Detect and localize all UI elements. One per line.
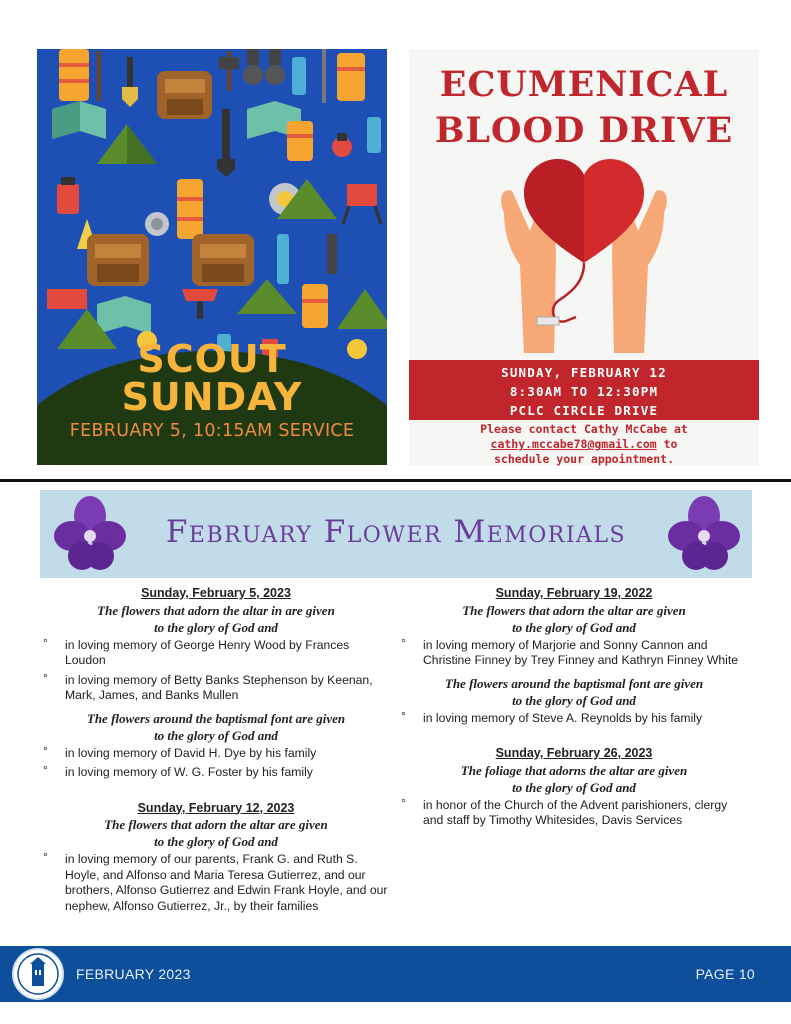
contact-line3: schedule your appointment. xyxy=(493,452,674,466)
footer-month: FEBRUARY 2023 xyxy=(76,966,191,982)
blood-drive-time: 8:30AM TO 12:30PM xyxy=(509,384,659,399)
list-item: ° in honor of the Church of the Advent parishioners, clergy and staff by Timothy Whitesides, Davis Services xyxy=(398,798,750,829)
section-date: Sunday, February 26, 2023 xyxy=(495,746,653,760)
memorial-list xyxy=(40,746,392,781)
scout-date: FEBRUARY 5, 10:15AM SERVICE xyxy=(69,421,355,441)
section-intro: The flowers that adorn the altar are given xyxy=(104,817,328,832)
memorial-list xyxy=(40,852,392,914)
scout-title-line1: SCOUT xyxy=(137,337,287,381)
section-intro: to the glory of God and xyxy=(154,727,278,743)
blood-drive-title-line1: ECUMENICAL xyxy=(439,64,729,105)
section-intro: to the glory of God and xyxy=(154,619,278,635)
church-tower-icon xyxy=(14,950,62,998)
section-intro: The flowers that adorn the altar in are given xyxy=(97,602,335,618)
section-date: Sunday, February 19, 2022 xyxy=(495,586,653,600)
blood-drive-contact xyxy=(409,422,759,467)
flower-memorials-banner xyxy=(40,490,752,578)
section-intro: The flowers around the baptismal font are given xyxy=(444,675,704,691)
list-item: ° in loving memory of our parents, Frank G. and Ruth S. Hoyle, and Alfonso and Maria Teresa Gutierrez, and our brothers, Alfonso Gutierrez and Edwin Frank Hoyle, and our nephew, Alfonso Gutierrez, Jr., by their families xyxy=(40,852,392,914)
list-item: ° in loving memory of Steve A. Reynolds by his family xyxy=(398,711,750,727)
scout-title-line2: SUNDAY xyxy=(121,375,303,419)
section-date: Sunday, February 5, 2023 xyxy=(141,586,291,600)
blood-drive-date: SUNDAY, FEBRUARY 12 xyxy=(501,365,667,380)
left-column xyxy=(40,586,392,920)
section-intro: to the glory of God and xyxy=(512,692,636,708)
blood-drive-location: PCLC CIRCLE DRIVE xyxy=(509,403,659,418)
section-date: Sunday, February 12, 2023 xyxy=(137,800,295,815)
section-intro: to the glory of God and xyxy=(512,779,636,795)
list-item: ° in loving memory of W. G. Foster by his family xyxy=(40,765,392,781)
scout-sunday-flyer xyxy=(37,49,387,465)
contact-email-link[interactable]: cathy.mccabe78@gmail.com xyxy=(490,437,657,451)
memorial-list xyxy=(398,711,750,727)
contact-to: to xyxy=(656,437,678,451)
memorial-list xyxy=(398,638,750,669)
list-item: ° in loving memory of George Henry Wood by Frances Loudon xyxy=(40,638,392,669)
list-item: ° in loving memory of Betty Banks Stephenson by Keenan, Mark, James, and Banks Mullen xyxy=(40,673,392,704)
hands-heart-icon xyxy=(409,153,759,353)
section-divider xyxy=(0,479,791,482)
banner-title: February Flower Memorials xyxy=(165,514,627,550)
footer-page-number: PAGE 10 xyxy=(695,966,755,982)
blood-drive-title-line2: BLOOD DRIVE xyxy=(434,110,734,151)
page-footer xyxy=(0,946,791,1002)
section-intro: The foliage that adorns the altar are given xyxy=(460,762,688,778)
memorial-list xyxy=(398,798,750,829)
church-seal-logo xyxy=(12,948,64,1000)
blood-drive-flyer xyxy=(409,49,759,465)
contact-line1: Please contact Cathy McCabe at xyxy=(480,422,688,436)
section-intro: The flowers that adorn the altar are given xyxy=(462,602,686,618)
section-intro: to the glory of God and xyxy=(512,619,636,635)
camping-gear-pattern xyxy=(37,49,387,369)
memorial-list xyxy=(40,638,392,704)
section-intro: to the glory of God and xyxy=(154,834,278,849)
blood-drive-details xyxy=(409,360,759,420)
section-intro: The flowers around the baptismal font are given xyxy=(86,710,346,726)
right-column xyxy=(398,586,750,835)
list-item: ° in loving memory of Marjorie and Sonny Cannon and Christine Finney by Trey Finney and Kathryn Finney White xyxy=(398,638,750,669)
list-item: ° in loving memory of David H. Dye by his family xyxy=(40,746,392,762)
